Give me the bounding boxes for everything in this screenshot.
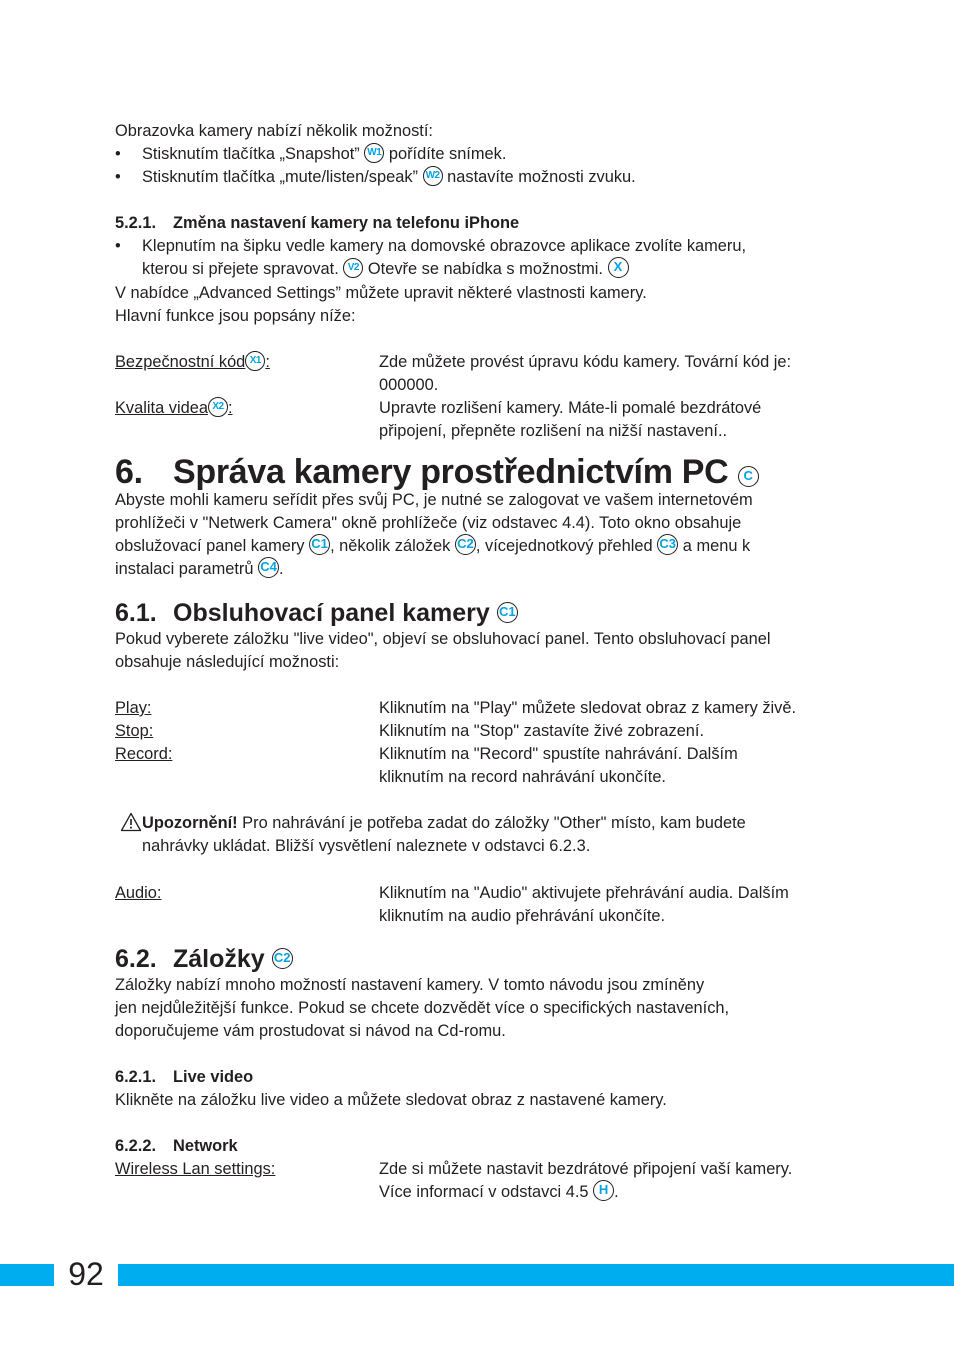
term-play: Play: [115,699,152,717]
term-wireless-lan: Wireless Lan settings: [115,1160,276,1178]
desc-security-code: Zde můžete provést úpravu kódu kamery. Tovární kód je: 000000. [379,353,792,394]
x2-icon: X2 [208,397,228,417]
desc-video-quality: Upravte rozlišení kamery. Máte-li pomalé bezdrátové připojení, přepněte rozlišení na nižší nastavení.. [379,399,762,440]
v2-icon: V2 [343,258,363,278]
section-6-1-body: Pokud vyberete záložku "live video", objeví se obsluhovací panel. Tento obsluhovací panel obsahuje následující možnosti: [115,630,771,671]
term-security-code: Bezpečnostní kód X1 : [115,351,270,374]
c1-icon: C1 [309,534,330,555]
live-video-text: Klikněte na záložku live video a můžete sledovat obraz z nastavené kamery. [115,1091,667,1109]
advanced-settings-text: V nabídce „Advanced Settings” můžete upravit některé vlastnosti kamery. [115,284,647,302]
c1-icon: C1 [497,602,518,623]
section-6-2-2-heading: 6.2.2. Network [115,1137,238,1155]
section-6-1-heading: 6.1. Obsluhovací panel kamery C1 [115,598,518,628]
desc-stop: Kliknutím na "Stop" zastavíte živé zobrazení. [379,722,705,740]
term-record: Record: [115,745,173,763]
term-audio: Audio: [115,884,162,902]
functions-text: Hlavní funkce jsou popsány níže: [115,307,356,325]
c3-icon: C3 [657,534,678,555]
warning-text: Upozornění! Pro nahrávání je potřeba zadat do záložky "Other" místo, kam budete nahrávky ukládat. Bližší vysvětlení naleznete v odstavci 6.2.3. [142,814,746,855]
x1-icon: X1 [245,351,265,371]
c-icon: C [738,466,759,487]
bullet-dot: • [115,145,121,163]
page-number: 92 [68,1256,104,1292]
x-icon: X [608,257,629,278]
bullet-dot: • [115,237,121,255]
bullet-text: Stisknutím tlačítka „Snapshot” W1 pořídíte snímek. [142,143,506,166]
desc-wireless-lan: Zde si můžete nastavit bezdrátové připojení vaší kamery. Více informací v odstavci 4.5 H . [379,1160,793,1201]
footer-bar [0,1264,954,1286]
c2-icon: C2 [455,534,476,555]
c4-icon: C4 [258,557,279,578]
section-6-2-body: Záložky nabízí mnoho možností nastavení kamery. V tomto návodu jsou zmíněny jen nejdůležitější funkce. Pokud se chcete dozvědět více o specifických nastaveních, doporučujeme vám prostudovat si návod na Cd-romu. [115,976,730,1040]
h-icon: H [593,1180,614,1201]
c2-icon: C2 [272,948,293,969]
term-stop: Stop: [115,722,154,740]
desc-audio: Kliknutím na "Audio" aktivujete přehrávání audia. Dalším kliknutím na audio přehrávání ukončíte. [379,884,789,925]
bullet-text: Stisknutím tlačítka „mute/listen/speak” W2 nastavíte možnosti zvuku. [142,166,636,189]
intro-text: Obrazovka kamery nabízí několik možností: [115,122,433,140]
w2-icon: W2 [423,166,443,186]
w1-icon: W1 [364,143,384,163]
warning-icon [120,812,142,832]
bullet-text: Klepnutím na šipku vedle kamery na domovské obrazovce aplikace zvolíte kameru, kterou si přejete spravovat. V2 Otevře se nabídka s možnostmi. X [142,237,747,278]
section-6-2-heading: 6.2. Záložky C2 [115,944,293,974]
desc-record: Kliknutím na "Record" spustíte nahrávání. Dalším kliknutím na record nahrávání ukončíte. [379,745,738,786]
section-6-heading: 6. Správa kamery prostřednictvím PC C [115,452,759,492]
bullet-dot: • [115,168,121,186]
section-6-2-1-heading: 6.2.1. Live video [115,1068,254,1086]
desc-play: Kliknutím na "Play" můžete sledovat obraz z kamery živě. [379,699,797,717]
section-5-2-1-heading: 5.2.1. Změna nastavení kamery na telefonu iPhone [115,214,520,232]
section-6-body: Abyste mohli kameru seřídit přes svůj PC, je nutné se zalogovat ve vašem internetovém prohlížeči v "Netwerk Camera" okně prohlížeče (viz odstavec 4.4). Toto okno obsahuje obslužovací panel kamery C1 , několik záložek C2 , vícejednotkový přehled C3 a menu k instalaci parametrů C4 . [115,491,753,578]
term-video-quality: Kvalita videa X2 : [115,397,233,420]
